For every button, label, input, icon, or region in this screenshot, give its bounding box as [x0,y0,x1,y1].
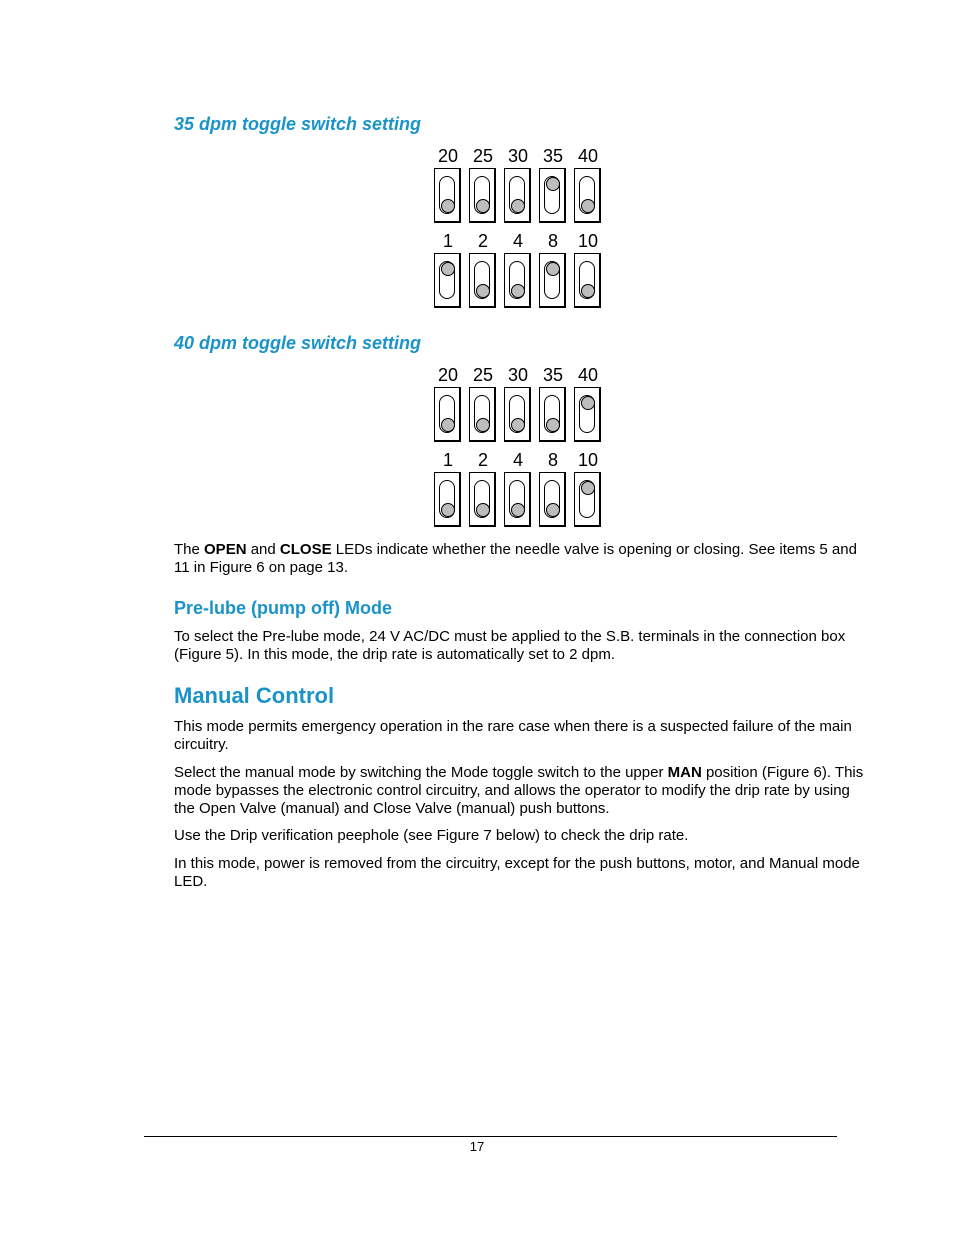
switch-knob-down [511,284,525,298]
manual-paragraph-2 [174,764,864,818]
switch-knob-down [546,503,560,517]
switch-knob-down [511,199,525,213]
switch-knob-up [546,177,560,191]
led-text-1: The [174,541,205,558]
toggle-switch-4 [504,253,531,308]
switch-label-25: 25 [472,146,494,166]
switch-knob-down [511,418,525,432]
switch-label-10: 10 [577,231,599,251]
manual-control-heading: Manual Control [174,683,335,708]
switch-label-40: 40 [577,365,599,385]
switch-label-40: 40 [577,146,599,166]
close-bold: CLOSE [279,541,332,558]
switch-knob-down [476,199,490,213]
switch-label-8: 8 [547,450,558,470]
toggle-switch-8 [539,472,566,527]
switch-knob-down [476,418,490,432]
switch-label-25: 25 [472,365,494,385]
switch-knob-up [581,396,595,410]
switch-knob-down [546,418,560,432]
switch-label-1: 1 [442,450,453,470]
toggle-switch-35 [539,387,566,442]
switch-label-4: 4 [512,450,523,470]
toggle-switch-20 [434,168,461,223]
switch-knob-up [581,481,595,495]
switch-knob-down [441,199,455,213]
led-paragraph [174,541,864,577]
toggle-switch-diagram-40dpm [433,365,605,531]
switch-knob-down [476,503,490,517]
switch-label-2: 2 [477,450,488,470]
footer-rule [144,1136,837,1137]
switch-knob-down [511,503,525,517]
manual-paragraph-1: This mode permits emergency operation in the rare case when there is a suspected failure of the main circuitry. [174,718,852,753]
switch-knob-up [441,262,455,276]
toggle-switch-10 [574,472,601,527]
toggle-switch-20 [434,387,461,442]
toggle-switch-40 [574,168,601,223]
switch-knob-down [441,418,455,432]
toggle-switch-30 [504,387,531,442]
switch-label-1: 1 [442,231,453,251]
toggle-switch-30 [504,168,531,223]
switch-knob-down [581,284,595,298]
led-text-2: and [246,541,280,558]
switch-label-30: 30 [507,365,529,385]
switch-label-8: 8 [547,231,558,251]
section-title-35dpm: 35 dpm toggle switch setting [174,114,422,134]
page-number: 17 [469,1139,485,1154]
manual-p2-text-a: Select the manual mode by switching the Mode toggle switch to the upper [174,764,668,781]
toggle-switch-1 [434,253,461,308]
toggle-switch-2 [469,253,496,308]
manual-paragraph-3: Use the Drip verification peephole (see Figure 7 below) to check the drip rate. [174,827,689,844]
section-title-40dpm: 40 dpm toggle switch setting [174,333,422,353]
switch-label-30: 30 [507,146,529,166]
prelube-heading: Pre-lube (pump off) Mode [174,598,392,618]
switch-knob-down [581,199,595,213]
toggle-switch-8 [539,253,566,308]
switch-knob-down [441,503,455,517]
toggle-switch-1 [434,472,461,527]
switch-knob-down [476,284,490,298]
toggle-switch-diagram-35dpm [433,146,605,312]
switch-label-20: 20 [437,146,459,166]
toggle-switch-25 [469,387,496,442]
toggle-switch-2 [469,472,496,527]
open-bold: OPEN [204,541,247,558]
switch-label-10: 10 [577,450,599,470]
switch-label-20: 20 [437,365,459,385]
manual-p2-text-c: position (Figure 6). This mode bypasses the electronic control circuitry, and allows the operator to modify the drip rate by using the Open Valve (manual) and Close Valve (manual) push buttons. [174,764,864,817]
led-text-3: LEDs indicate whether the needle valve is opening or closing. See items 5 and 11 in Figure 6 on page 13. [174,541,857,576]
switch-knob-up [546,262,560,276]
toggle-switch-35 [539,168,566,223]
switch-label-4: 4 [512,231,523,251]
toggle-switch-10 [574,253,601,308]
man-bold: MAN [667,764,702,781]
toggle-switch-4 [504,472,531,527]
switch-label-2: 2 [477,231,488,251]
switch-label-35: 35 [542,365,564,385]
prelube-paragraph: To select the Pre-lube mode, 24 V AC/DC must be applied to the S.B. terminals in the connection box (Figure 5). In this mode, the drip rate is automatically set to 2 dpm. [174,628,846,663]
manual-paragraph-4: In this mode, power is removed from the circuitry, except for the push buttons, motor, and Manual mode LED. [174,855,860,890]
toggle-switch-25 [469,168,496,223]
toggle-switch-40 [574,387,601,442]
switch-label-35: 35 [542,146,564,166]
